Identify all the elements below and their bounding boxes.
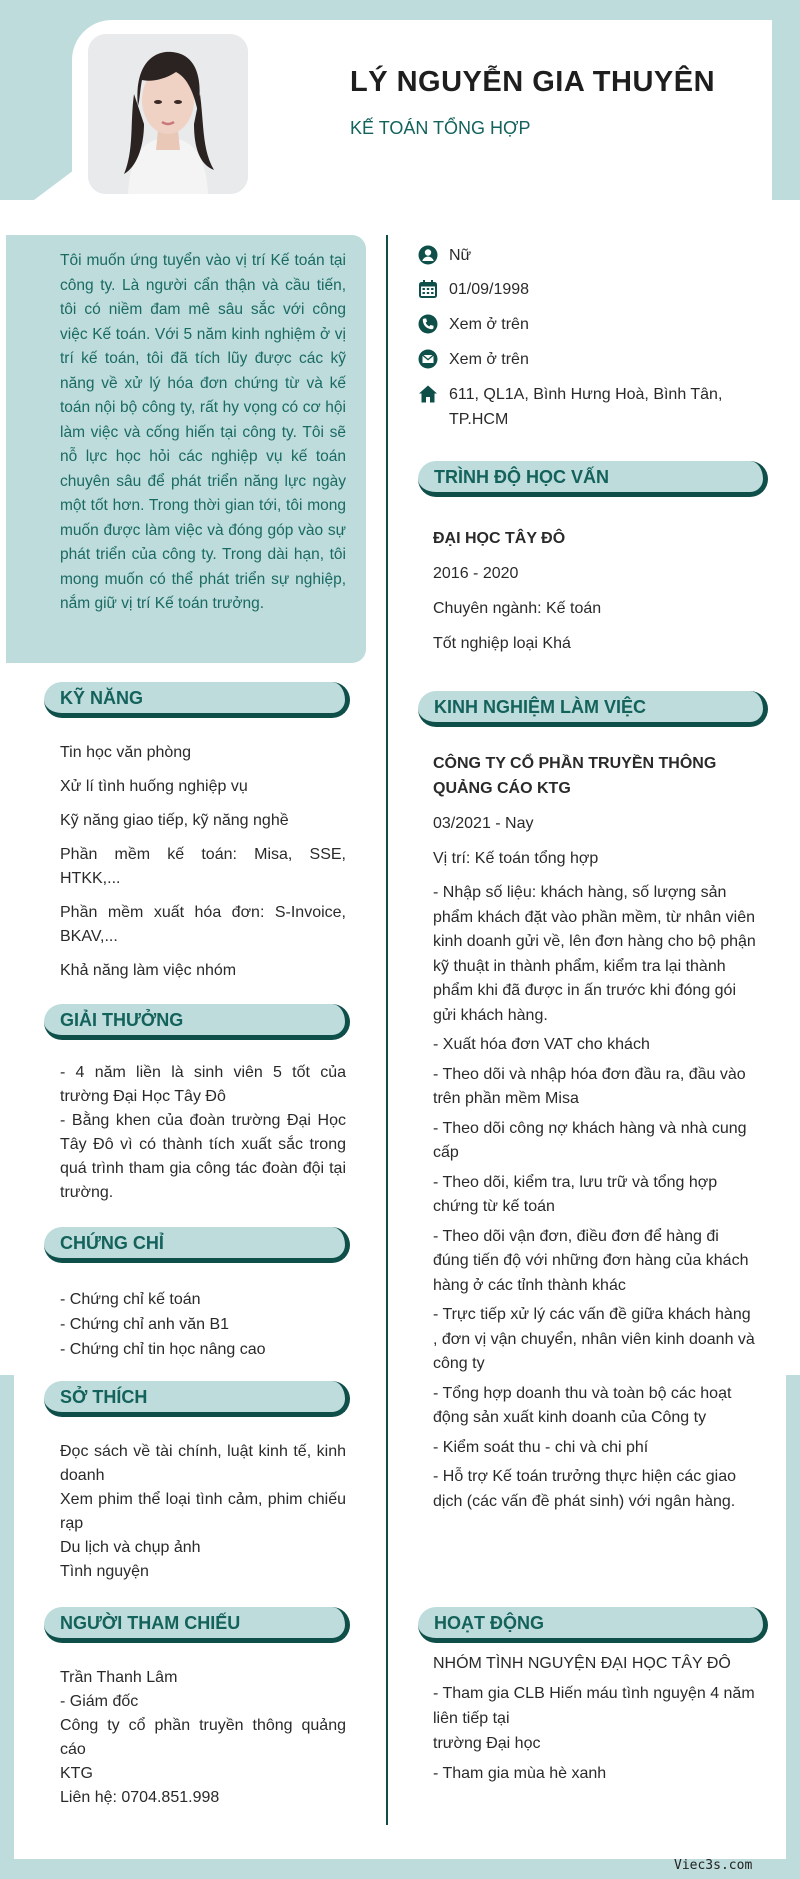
skill-item: Xử lí tình huống nghiệp vụ — [60, 778, 248, 795]
side-accent-right — [786, 1375, 800, 1879]
certificate-item: - Chứng chỉ anh văn B1 — [60, 1316, 230, 1333]
references-list — [60, 1666, 346, 1810]
skill-item: Phần mềm kế toán: Misa, SSE, HTKK,... — [60, 846, 346, 887]
calendar-icon — [418, 279, 438, 299]
education-block — [433, 526, 758, 656]
skills-heading: KỸ NĂNG — [44, 682, 350, 718]
company-name: CÔNG TY CỔ PHẦN TRUYỀN THÔNG QUẢNG CÁO KTG — [433, 755, 717, 797]
activities-heading: HOẠT ĐỘNG — [418, 1607, 768, 1643]
activities-block — [433, 1651, 758, 1786]
certificates-heading: CHỨNG CHỈ — [44, 1227, 350, 1263]
duty-item: - Kiểm soát thu - chi và chi phí — [433, 1438, 649, 1456]
hobby-item: Xem phim thể loại tình cảm, phim chiếu rạp — [60, 1491, 346, 1532]
user-icon — [418, 245, 438, 265]
activity-item: - Tham gia mùa hè xanh — [433, 1765, 607, 1782]
duty-item: - Theo dõi, kiểm tra, lưu trữ và tổng hợp chứng từ kế toán — [433, 1173, 718, 1215]
phone-icon — [418, 314, 438, 334]
contact-address: 611, QL1A, Bình Hưng Hoà, Bình Tân, TP.HCM — [418, 382, 768, 432]
objective-text: Tôi muốn ứng tuyển vào vị trí Kế toán tại công ty. Là người cẩn thận và cầu tiến, tôi có niềm đam mê sâu sắc với công việc Kế toán. Với 5 năm kinh nghiệm ở vị trí kế toán, tôi đã tích lũy được các kỹ năng về xử lý hóa đơn chứng từ và kế toán nội bộ công ty, rất hy vọng có cơ hội làm việc và cống hiến tại công ty. Tôi sẽ nỗ lực học hỏi các nghiệp vụ kế toán chuyên sâu để phát triển năng lực ngày một tốt hơn. Trong thời gian tới, tôi mong muốn được làm việc và đóng góp vào sự phát triển của công ty. Trong dài hạn, tôi mong muốn có thể phát triển sự nghiệp, nắm giữ vị trí Kế toán trưởng. — [60, 252, 346, 612]
side-accent-left — [0, 1375, 14, 1879]
contact-info — [418, 243, 768, 432]
career-objective — [6, 235, 366, 663]
certificate-item: - Chứng chỉ kế toán — [60, 1291, 201, 1308]
skill-item: Phần mềm xuất hóa đơn: S-Invoice, BKAV,... — [60, 904, 346, 945]
education-major: Chuyên ngành: Kế toán — [433, 600, 602, 617]
portrait-icon — [88, 34, 248, 194]
duty-item: - Hỗ trợ Kế toán trưởng thực hiện các giao dịch (các vấn đề phát sinh) với ngân hàng. — [433, 1468, 736, 1510]
skill-item: Khả năng làm việc nhóm — [60, 962, 237, 979]
mail-icon — [418, 349, 438, 369]
award-item: - Bằng khen của đoàn trường Đại Học Tây Đô vì có thành tích xuất sắc trong quá trình tham gia công tác đoàn đội tại trường. — [60, 1112, 346, 1201]
duty-item: - Trực tiếp xử lý các vấn đề giữa khách hàng , đơn vị vận chuyển, nhân viên kinh doanh và công ty — [433, 1306, 755, 1372]
reference-line: Trần Thanh Lâm — [60, 1669, 178, 1686]
duty-item: - Theo dõi và nhập hóa đơn đầu ra, đầu vào trên phần mềm Misa — [433, 1065, 746, 1107]
certificate-item: - Chứng chỉ tin học nâng cao — [60, 1341, 266, 1358]
candidate-position: KẾ TOÁN TỔNG HỢP — [350, 118, 531, 138]
duty-item: - Theo dõi vận đơn, điều đơn để hàng đi đúng tiến độ với những đơn hàng của khách hàng ở các tỉnh thành khác — [433, 1227, 749, 1294]
certificates-list — [60, 1287, 346, 1362]
duty-item: - Xuất hóa đơn VAT cho khách — [433, 1036, 650, 1053]
hobbies-list — [60, 1440, 346, 1584]
awards-list — [60, 1061, 346, 1205]
skill-item: Kỹ năng giao tiếp, kỹ năng nghề — [60, 812, 289, 829]
candidate-name: LÝ NGUYỄN GIA THUYÊN — [350, 66, 716, 98]
experience-heading: KINH NGHIỆM LÀM VIỆC — [418, 691, 768, 727]
duty-item: - Tổng hợp doanh thu và toàn bộ các hoạt động sản xuất kinh doanh của Công ty — [433, 1384, 732, 1426]
watermark: Viec3s.com — [674, 1858, 753, 1873]
education-years: 2016 - 2020 — [433, 565, 519, 582]
reference-line: - Giám đốc — [60, 1693, 139, 1710]
contact-phone: Xem ở trên — [418, 312, 768, 347]
education-grade: Tốt nghiệp loại Khá — [433, 635, 571, 652]
duty-item: - Theo dõi công nợ khách hàng và nhà cung cấp — [433, 1119, 747, 1161]
award-item: - 4 năm liền là sinh viên 5 tốt của trường Đại Học Tây Đô — [60, 1064, 346, 1105]
contact-email: Xem ở trên — [418, 347, 768, 382]
hobby-item: Đọc sách về tài chính, luật kinh tế, kinh doanh — [60, 1443, 346, 1484]
references-heading: NGƯỜI THAM CHIẾU — [44, 1607, 350, 1643]
hobby-item: Du lịch và chụp ảnh — [60, 1539, 201, 1556]
home-icon — [418, 384, 438, 404]
hobbies-heading: SỞ THÍCH — [44, 1381, 350, 1417]
reference-line: Công ty cổ phần truyền thông quảng cáo — [60, 1717, 346, 1758]
hobby-item: Tình nguyện — [60, 1563, 149, 1580]
experience-block — [433, 751, 758, 1514]
experience-period: 03/2021 - Nay — [433, 815, 534, 832]
activity-item: trường Đại học — [433, 1735, 541, 1752]
awards-heading: GIẢI THƯỞNG — [44, 1004, 350, 1040]
school-name: ĐẠI HỌC TÂY ĐÔ — [433, 530, 566, 547]
profile-photo — [88, 34, 248, 194]
activity-item: - Tham gia CLB Hiến máu tình nguyện 4 năm liên tiếp tại — [433, 1685, 755, 1727]
contact-birthday: 01/09/1998 — [418, 277, 768, 312]
reference-line: KTG — [60, 1765, 93, 1782]
contact-gender: Nữ — [418, 243, 768, 277]
activity-org: NHÓM TÌNH NGUYỆN ĐẠI HỌC TÂY ĐÔ — [433, 1655, 731, 1672]
duty-item: - Nhập số liệu: khách hàng, số lượng sản phẩm khách đặt vào phần mềm, từ nhân viên kinh doanh gửi về, lên đơn hàng cho bộ phận kỹ thuật in thành phẩm, kiểm tra lại thành phẩm khi đã được in ấn trước khi đóng gói gửi khách hàng. — [433, 884, 756, 1024]
reference-line: Liên hệ: 0704.851.998 — [60, 1789, 220, 1806]
experience-role: Vị trí: Kế toán tổng hợp — [433, 850, 599, 867]
skills-list — [60, 741, 346, 983]
column-divider — [386, 235, 388, 1825]
skill-item: Tin học văn phòng — [60, 744, 192, 761]
education-heading: TRÌNH ĐỘ HỌC VẤN — [418, 461, 768, 497]
